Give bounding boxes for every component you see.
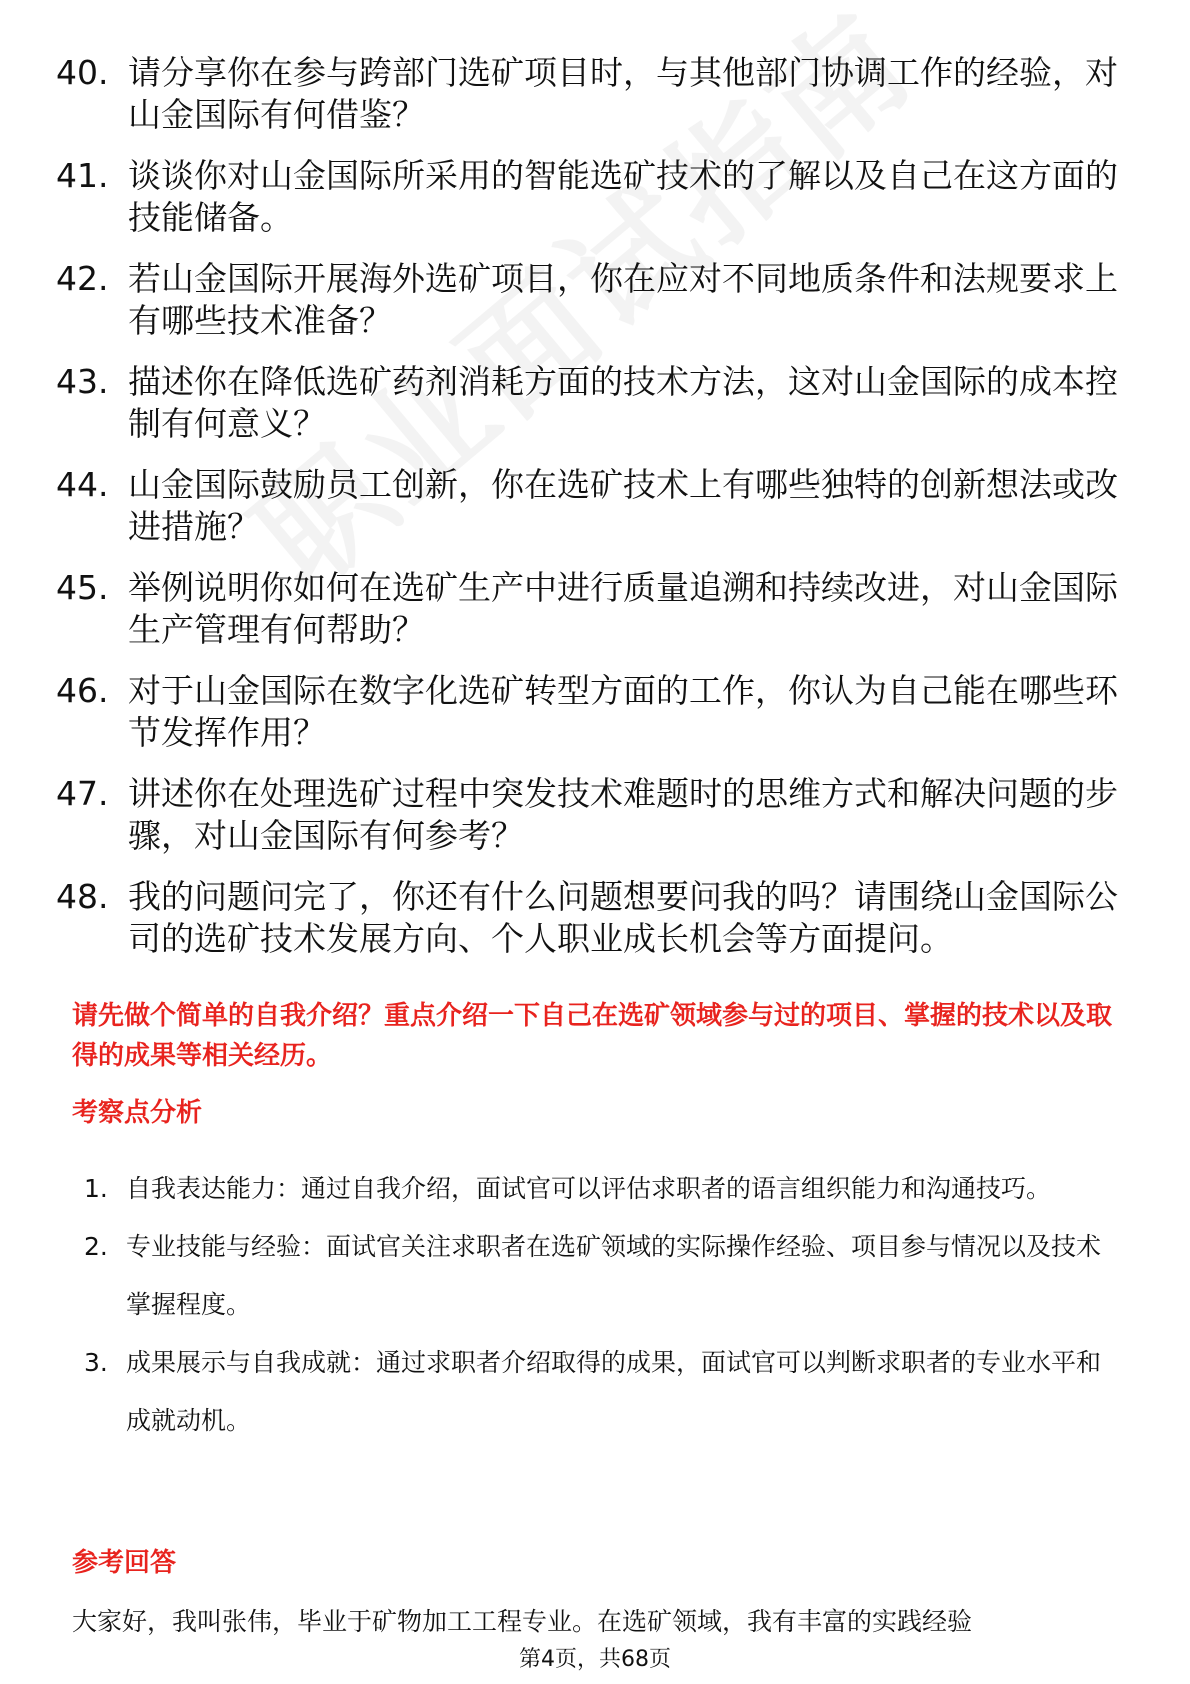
question-number: 44. bbox=[56, 465, 109, 504]
list-item bbox=[56, 155, 1136, 239]
list-item bbox=[56, 258, 1136, 342]
list-item bbox=[84, 1160, 1124, 1218]
question-text: 举例说明你如何在选矿生产中进行质量追溯和持续改进，对山金国际生产管理有何帮助？ bbox=[128, 568, 1118, 649]
question-text: 谈谈你对山金国际所采用的智能选矿技术的了解以及自己在这方面的技能储备。 bbox=[128, 156, 1118, 237]
question-number: 45. bbox=[56, 568, 109, 607]
point-text: 自我表达能力：通过自我介绍，面试官可以评估求职者的语言组织能力和沟通技巧。 bbox=[126, 1174, 1052, 1203]
question-number: 42. bbox=[56, 259, 109, 298]
question-text: 请分享你在参与跨部门选矿项目时，与其他部门协调工作的经验，对山金国际有何借鉴？ bbox=[128, 53, 1118, 134]
list-item bbox=[56, 52, 1136, 136]
question-list bbox=[56, 52, 1136, 979]
question-text: 我的问题问完了，你还有什么问题想要问我的吗？请围绕山金国际公司的选矿技术发展方向、个人职业成长机会等方面提问。 bbox=[128, 877, 1118, 958]
analysis-list bbox=[84, 1160, 1124, 1450]
question-number: 40. bbox=[56, 53, 109, 92]
list-item bbox=[56, 670, 1136, 754]
point-number: 1. bbox=[84, 1174, 108, 1203]
point-number: 2. bbox=[84, 1232, 108, 1261]
question-number: 48. bbox=[56, 877, 109, 916]
question-number: 43. bbox=[56, 362, 109, 401]
question-text: 山金国际鼓励员工创新，你在选矿技术上有哪些独特的创新想法或改进措施？ bbox=[128, 465, 1118, 546]
question-number: 41. bbox=[56, 156, 109, 195]
reference-heading: 参考回答 bbox=[72, 1548, 177, 1578]
list-item bbox=[56, 876, 1136, 960]
list-item bbox=[84, 1218, 1124, 1334]
question-text: 描述你在降低选矿药剂消耗方面的技术方法，这对山金国际的成本控制有何意义？ bbox=[128, 362, 1118, 443]
question-number: 47. bbox=[56, 774, 109, 813]
list-item bbox=[56, 464, 1136, 548]
list-item bbox=[56, 567, 1136, 651]
page-footer: 第4页，共68页 bbox=[0, 1640, 1190, 1675]
point-text: 成果展示与自我成就：通过求职者介绍取得的成果，面试官可以判断求职者的专业水平和成就动机。 bbox=[126, 1348, 1102, 1435]
analysis-heading: 考察点分析 bbox=[72, 1098, 203, 1128]
question-text: 对于山金国际在数字化选矿转型方面的工作，你认为自己能在哪些环节发挥作用？ bbox=[128, 671, 1118, 752]
question-text: 讲述你在处理选矿过程中突发技术难题时的思维方式和解决问题的步骤，对山金国际有何参考？ bbox=[128, 774, 1118, 855]
reference-answer: 大家好，我叫张伟，毕业于矿物加工工程专业。在选矿领域，我有丰富的实践经验 bbox=[72, 1607, 973, 1636]
question-text: 若山金国际开展海外选矿项目，你在应对不同地质条件和法规要求上有哪些技术准备？ bbox=[128, 259, 1118, 340]
list-item bbox=[56, 773, 1136, 857]
highlighted-question: 请先做个简单的自我介绍？重点介绍一下自己在选矿领域参与过的项目、掌握的技术以及取得的成果等相关经历。 bbox=[72, 1001, 1113, 1071]
list-item bbox=[56, 361, 1136, 445]
point-number: 3. bbox=[84, 1348, 108, 1377]
list-item bbox=[84, 1334, 1124, 1450]
point-text: 专业技能与经验：面试官关注求职者在选矿领域的实际操作经验、项目参与情况以及技术掌握程度。 bbox=[126, 1232, 1102, 1319]
question-number: 46. bbox=[56, 671, 109, 710]
